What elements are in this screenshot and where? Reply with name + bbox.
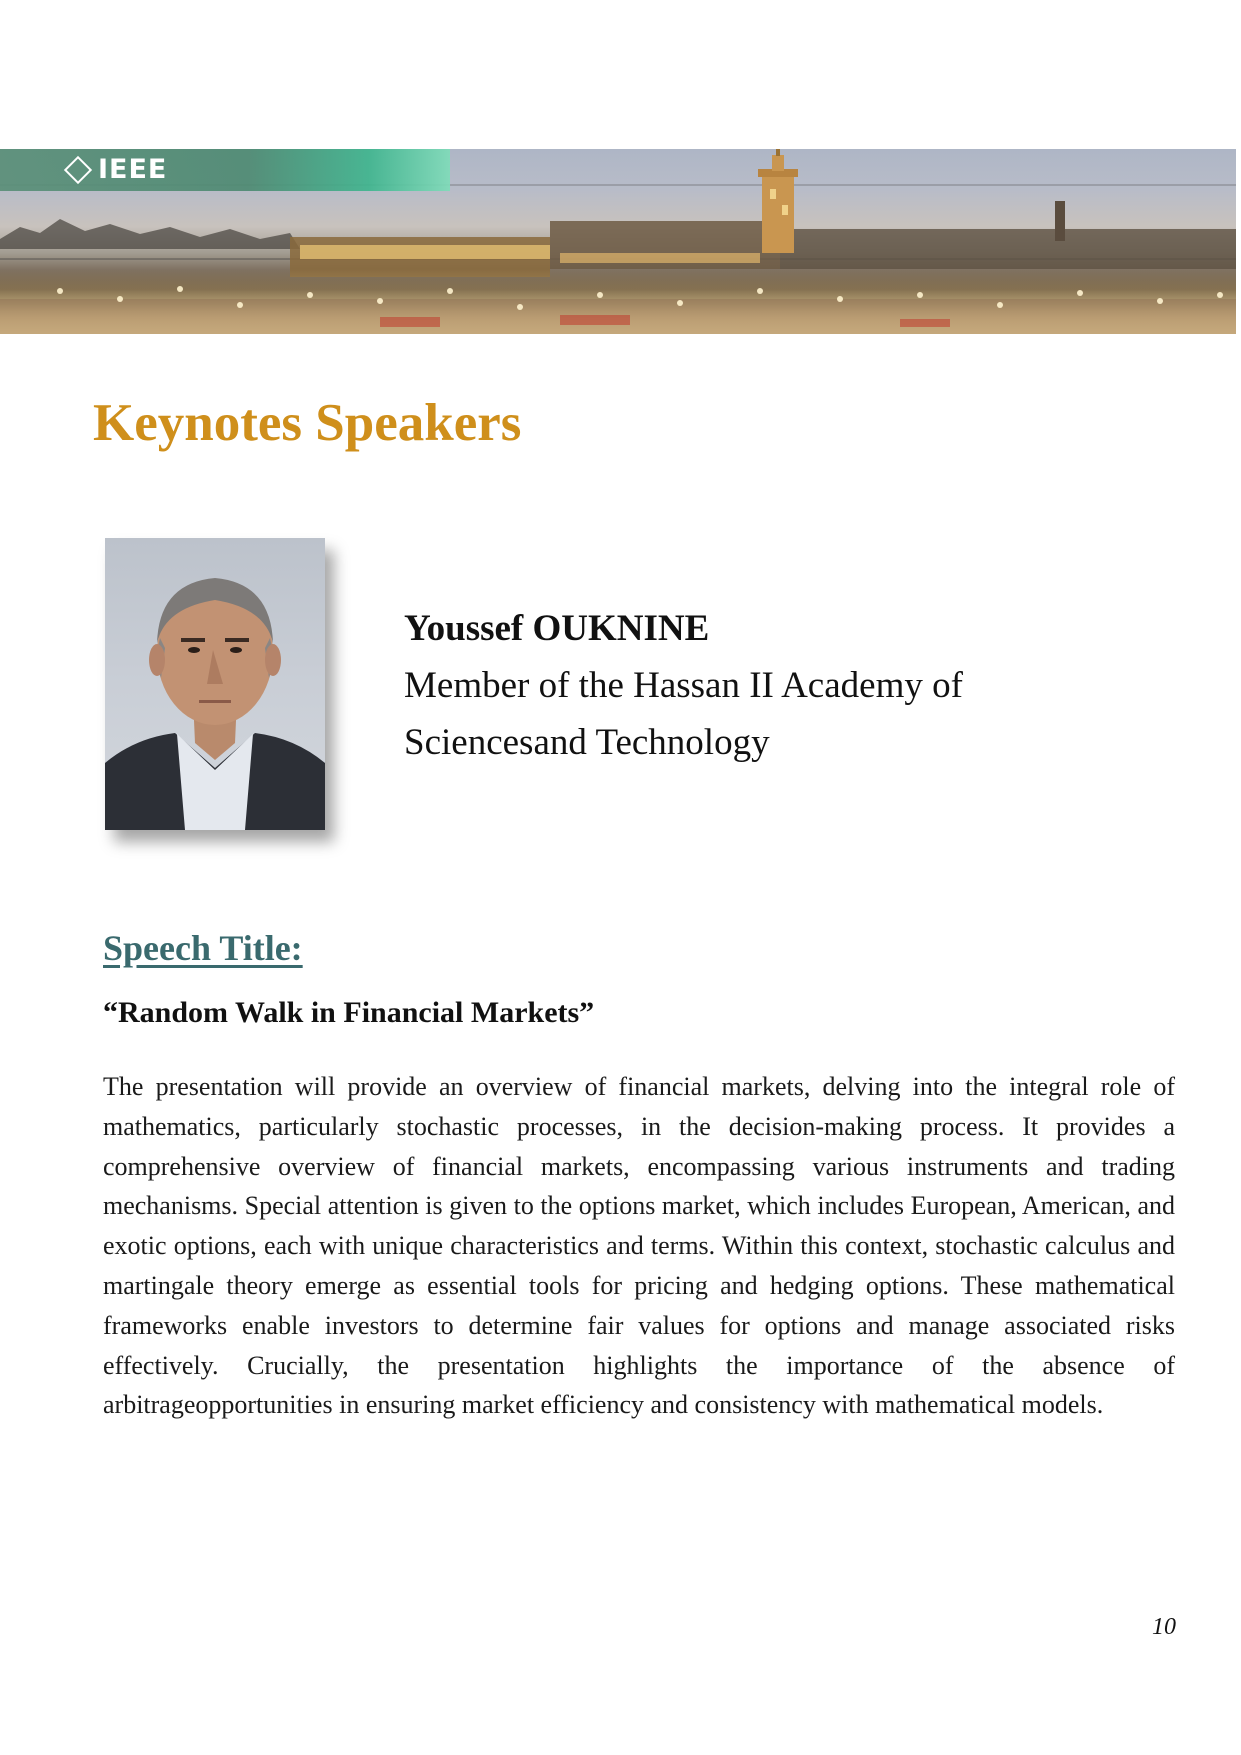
speaker-portrait [105,538,325,830]
speaker-info [404,600,963,771]
speech-title: “Random Walk in Financial Markets” [103,996,595,1029]
speaker-name: Youssef OUKNINE [404,608,710,649]
page-title: Keynotes Speakers [93,394,522,452]
speech-abstract: The presentation will provide an overview of financial markets, delving into the integral role of mathematics, particularly stochastic processes, in the decision-making process. It provides a comprehensive overview of financial markets, encompassing various instruments and trading mechanisms. Special attention is given to the options market, which includes European, American, and exotic options, each with unique characteristics and terms. Within this context, stochastic calculus and martingale theory emerge as essential tools for pricing and hedging options. These mathematical frameworks enable investors to determine fair values for options and manage associated risks effectively. Crucially, the presentation highlights the importance of the absence of arbitrageopportunities in ensuring market efficiency and consistency with mathematical models. [103,1072,1175,1420]
speaker-photo [105,538,325,830]
ieee-diamond-icon [64,156,92,184]
ieee-logo [68,156,167,184]
ieee-logo-text: IEEE [98,154,168,185]
speech-title-label: Speech Title: [103,928,303,968]
page-number: 10 [1152,1614,1176,1640]
speaker-affiliation-line1: Member of the Hassan II Academy of [404,665,963,706]
header-banner [0,149,1236,334]
speaker-affiliation-line2: Sciencesand Technology [404,722,770,763]
